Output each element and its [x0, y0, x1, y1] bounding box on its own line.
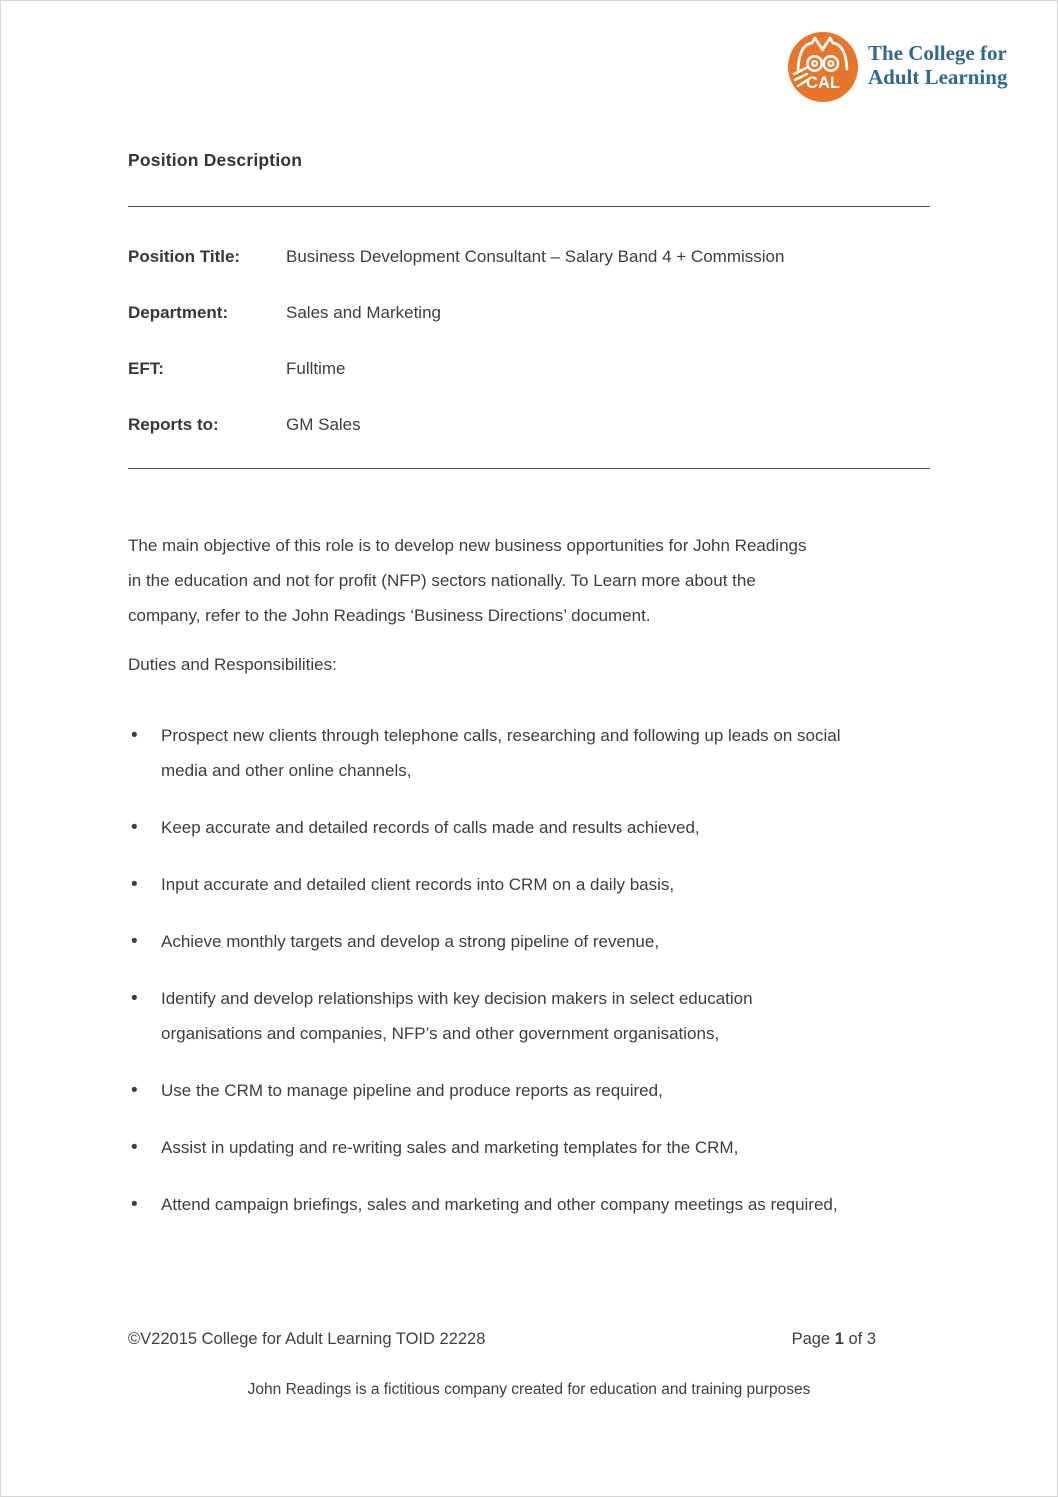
duties-list — [128, 718, 858, 1222]
field-position-title — [128, 246, 930, 268]
duty-item: • Identify and develop relationships with key decision makers in select education organisations and companies, NFP’s and other government organisations, — [128, 981, 851, 1051]
cal-owl-logo-icon — [787, 31, 859, 103]
field-value: GM Sales — [286, 415, 361, 434]
footer-disclaimer: John Readings is a fictitious company created for education and training purposes — [247, 1381, 811, 1398]
field-label: EFT: — [128, 359, 164, 378]
page-number-suffix: of 3 — [843, 1330, 876, 1348]
field-label: Position Title: — [128, 247, 241, 266]
duty-item: • Achieve monthly targets and develop a strong pipeline of revenue, — [128, 924, 851, 959]
page-footer — [128, 1330, 930, 1349]
position-fields — [128, 246, 930, 436]
field-reports-to — [128, 414, 930, 436]
paragraph-line: company, refer to the John Readings ‘Business Directions’ document. — [128, 606, 651, 625]
divider-top — [128, 206, 930, 207]
role-objective-paragraph — [128, 528, 930, 633]
duty-item: • Input accurate and detailed client records into CRM on a daily basis, — [128, 867, 851, 902]
cal-logo — [787, 31, 1007, 103]
field-department — [128, 302, 930, 324]
field-value: Sales and Marketing — [286, 303, 441, 322]
duty-item: • Attend campaign briefings, sales and marketing and other company meetings as required, — [128, 1187, 851, 1222]
page-title: Position Description — [128, 150, 303, 170]
duties-heading: Duties and Responsibilities: — [128, 655, 337, 674]
footer-copyright: ©V22015 College for Adult Learning TOID 22228 — [128, 1330, 486, 1348]
divider-bottom — [128, 468, 930, 469]
field-value: Business Development Consultant – Salary Band 4 + Commission — [286, 247, 785, 266]
duty-item: • Use the CRM to manage pipeline and produce reports as required, — [128, 1073, 851, 1108]
page-number-prefix: Page — [791, 1330, 835, 1348]
duty-item: • Prospect new clients through telephone calls, researching and following up leads on social media and other online channels, — [128, 718, 851, 788]
field-value: Fulltime — [286, 359, 346, 378]
paragraph-line: in the education and not for profit (NFP) sectors nationally. To Learn more about the — [128, 571, 756, 590]
logo-wordmark-line2: Adult Learning — [868, 64, 1008, 89]
logo-wordmark — [868, 31, 1007, 89]
page-number — [792, 1330, 930, 1349]
duty-item: • Keep accurate and detailed records of calls made and results achieved, — [128, 810, 851, 845]
logo-wordmark-line1: The College for — [868, 41, 1007, 65]
paragraph-line: The main objective of this role is to develop new business opportunities for John Readings — [128, 536, 807, 555]
field-eft — [128, 358, 930, 380]
field-label: Reports to: — [128, 415, 219, 434]
logo-monogram: CAL — [806, 74, 840, 92]
duty-item: • Assist in updating and re-writing sales and marketing templates for the CRM, — [128, 1130, 851, 1165]
page-number-value: 1 — [834, 1330, 844, 1348]
field-label: Department: — [128, 303, 229, 322]
document-body — [128, 150, 930, 1244]
